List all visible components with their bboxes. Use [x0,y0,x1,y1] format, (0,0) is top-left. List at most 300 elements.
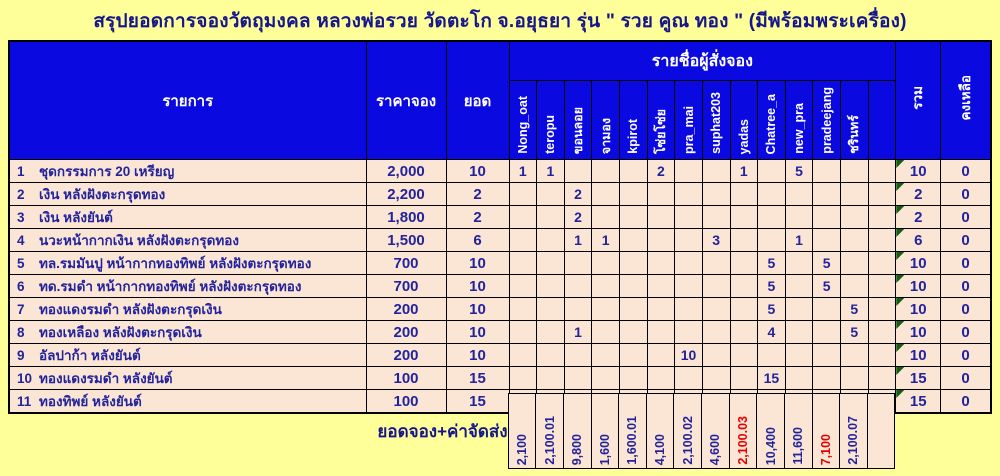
orderer-column-header [785,81,813,160]
total-value: 15 [909,369,927,387]
remaining-cell: 0 [941,229,991,252]
order-cell [785,344,813,367]
orderer-name: yadas [736,118,751,154]
header-price: ราคาจอง [366,41,446,160]
footer-total-cell [674,394,702,469]
order-cell [730,298,758,321]
total-value: 10 [909,254,927,272]
total-cell [896,229,941,252]
order-cell [564,298,592,321]
header-total [896,41,941,160]
item-cell [9,298,366,321]
order-cell [592,252,620,275]
order-cell [537,367,565,390]
table-row [9,229,991,252]
table-row [9,252,991,275]
price-cell: 100 [366,367,446,390]
order-cell [702,160,730,183]
footer-total-cell [784,394,812,469]
price-cell: 200 [366,344,446,367]
order-cell [675,252,703,275]
order-cell [675,183,703,206]
item-cell [9,275,366,298]
footer-total-cell [591,394,619,469]
order-cell: 5 [758,275,786,298]
cell-flag-triangle-icon [896,321,904,329]
order-cell [868,298,896,321]
footer-total-cell [840,394,868,469]
order-cell [868,206,896,229]
footer-total-cell [702,394,730,469]
order-cell [592,321,620,344]
cell-flag-triangle-icon [896,160,904,168]
orderer-name: teropu [543,115,558,154]
orderer-column-header [702,81,730,160]
order-cell [620,160,648,183]
order-cell [841,160,869,183]
order-cell: 15 [758,367,786,390]
header-item: รายการ [9,41,366,160]
cell-flag-triangle-icon [896,344,904,352]
order-cell [868,229,896,252]
footer-total-value: 10,400 [763,426,778,465]
qty-cell: 15 [446,390,509,414]
cell-flag-triangle-icon [896,275,904,283]
footer-label: ยอดจอง+ค่าจัดส่ง [377,421,508,441]
order-cell [868,344,896,367]
total-cell [896,344,941,367]
orderer-column-header [509,81,537,160]
orderer-name: Nong_oat [515,96,530,154]
table-row [9,183,991,206]
order-cell: 5 [758,298,786,321]
booking-summary-table [8,40,992,414]
order-cell [730,321,758,344]
item-name: นวะหน้ากากเงิน หลังฝังตะกรุดทอง [39,233,239,248]
order-cell [758,183,786,206]
order-cell [675,160,703,183]
item-cell [9,183,366,206]
order-cell: 5 [841,321,869,344]
order-cell [841,183,869,206]
order-cell [758,160,786,183]
cell-flag-triangle-icon [896,367,904,375]
orderer-column-header [592,81,620,160]
item-cell [9,344,366,367]
footer-total-value: 1,600.01 [625,416,640,465]
price-cell: 200 [366,298,446,321]
total-cell [896,298,941,321]
order-cell [592,275,620,298]
order-cell: 5 [841,298,869,321]
order-cell [620,367,648,390]
order-cell [537,275,565,298]
footer-total-cell [536,394,564,469]
orderer-column-header [675,81,703,160]
footer-row [8,394,990,469]
remaining-cell: 0 [941,252,991,275]
item-name: ทองแดงรมดำ หลังยันต์ [39,371,173,386]
remaining-cell: 0 [941,344,991,367]
qty-cell: 15 [446,367,509,390]
order-cell [509,275,537,298]
order-cell [675,206,703,229]
order-cell [841,252,869,275]
price-cell: 2,000 [366,160,446,183]
order-cell: 1 [509,160,537,183]
footer-total-cell [563,394,591,469]
row-number: 10 [17,371,33,386]
order-cell [868,183,896,206]
cell-flag-triangle-icon [896,206,904,214]
footer-total-value: 1,600 [597,433,612,465]
order-cell [620,321,648,344]
remaining-cell: 0 [941,298,991,321]
orderer-name: ชรินทร์ [847,115,862,154]
orderer-name: pradeejang [819,87,834,154]
row-number: 2 [17,187,25,202]
order-cell [730,367,758,390]
footer-total-value: 11,600 [791,427,806,465]
cell-flag-triangle-icon [896,229,904,237]
order-cell [509,183,537,206]
total-value: 6 [914,231,923,249]
order-cell: 5 [758,252,786,275]
order-cell [702,344,730,367]
row-number: 11 [17,394,32,409]
orderer-name: จามอง [598,117,613,154]
order-cell [758,344,786,367]
item-cell [9,206,366,229]
price-cell: 1,500 [366,229,446,252]
qty-cell: 6 [446,229,509,252]
order-cell [841,206,869,229]
footer-total-value: 2,100.07 [846,416,861,465]
order-cell: 1 [564,321,592,344]
order-cell [785,252,813,275]
order-cell [537,298,565,321]
row-number: 4 [17,233,25,248]
header-remaining [941,41,991,160]
order-cell: 2 [647,160,675,183]
order-cell [730,344,758,367]
order-cell [564,252,592,275]
order-cell: 1 [785,229,813,252]
order-cell [675,298,703,321]
order-cell [592,183,620,206]
remaining-cell: 0 [941,183,991,206]
order-cell [841,367,869,390]
item-name: ทองทิพย์ หลังยันต์ [39,394,142,409]
order-cell [702,321,730,344]
item-name: อัลปาก้า หลังยันต์ [39,348,141,363]
order-cell: 1 [564,229,592,252]
order-cell [620,275,648,298]
orderer-column-header-empty [868,81,896,160]
total-value: 10 [909,277,927,295]
table-row [9,367,991,390]
footer-empty-area [895,394,990,469]
header-row-top [9,41,991,81]
order-cell [730,229,758,252]
qty-cell: 10 [446,252,509,275]
order-cell [813,206,841,229]
table-row [9,206,991,229]
price-cell: 100 [366,390,446,414]
item-name: ชุดกรรมการ 20 เหรียญ [39,164,175,179]
item-name: ทองเหลือง หลังฝังตะกรุดเงิน [39,325,202,340]
order-cell [564,367,592,390]
order-cell [702,252,730,275]
orderer-name: โซ่ยโซ่ย [653,108,668,154]
footer-total-value: 7,100 [818,433,833,465]
order-cell [758,206,786,229]
order-cell [702,367,730,390]
price-cell: 700 [366,275,446,298]
qty-cell: 10 [446,321,509,344]
table-row [9,321,991,344]
qty-cell: 10 [446,275,509,298]
order-cell [564,344,592,367]
table-row [9,298,991,321]
order-cell [785,321,813,344]
order-cell [509,344,537,367]
order-cell [785,183,813,206]
order-cell [647,298,675,321]
total-cell [896,321,941,344]
order-cell [675,275,703,298]
footer-total-cell [757,394,785,469]
order-cell [785,275,813,298]
footer-total-value: 9,800 [570,433,585,465]
order-cell: 2 [564,183,592,206]
orderer-name: new_pra [792,103,807,154]
total-cell [896,252,941,275]
order-cell [509,206,537,229]
remaining-cell: 0 [941,390,991,414]
total-cell [896,275,941,298]
order-cell [592,344,620,367]
cell-flag-triangle-icon [896,298,904,306]
order-cell [647,367,675,390]
total-value: 2 [914,185,923,203]
order-cell [509,367,537,390]
order-cell [841,275,869,298]
footer-total-cell [867,394,895,469]
order-cell [647,344,675,367]
qty-cell: 10 [446,298,509,321]
total-cell [896,367,941,390]
order-cell [592,206,620,229]
orderer-column-header [841,81,869,160]
order-cell [813,321,841,344]
order-cell [675,321,703,344]
price-cell: 200 [366,321,446,344]
orderer-column-header [620,81,648,160]
item-cell [9,252,366,275]
remaining-cell: 0 [941,321,991,344]
order-cell [785,298,813,321]
item-name: ทล.รมมันปู หน้ากากทองทิพย์ หลังฝังตะกรุดทอง [39,256,312,271]
order-cell [647,275,675,298]
row-number: 8 [17,325,25,340]
order-cell [702,275,730,298]
order-cell [537,229,565,252]
order-cell [813,344,841,367]
row-number: 3 [17,210,25,225]
order-cell [868,275,896,298]
footer-totals-table [8,393,990,469]
cell-flag-triangle-icon [896,183,904,191]
orderer-column-header [647,81,675,160]
row-number: 7 [17,302,25,317]
order-cell [841,344,869,367]
total-cell [896,160,941,183]
footer-total-value: 2,100.03 [735,416,750,465]
item-cell [9,321,366,344]
item-name: เงิน หลังฝังตะกรุดทอง [39,187,166,202]
item-cell [9,160,366,183]
item-name: ทด.รมดำ หน้ากากทองทิพย์ หลังฝังตะกรุดทอง [39,279,302,294]
remaining-cell: 0 [941,367,991,390]
total-cell [896,183,941,206]
orderer-column-header [758,81,786,160]
item-cell [9,367,366,390]
footer-total-value: 2,100.01 [542,416,557,465]
orderer-name: pra_mai [681,106,696,154]
total-value: 10 [909,346,927,364]
orderer-name: suphat203 [709,92,724,154]
order-cell [785,367,813,390]
order-cell [509,252,537,275]
order-cell [813,298,841,321]
footer-total-value: 2,100.02 [680,416,695,465]
order-cell [868,321,896,344]
total-value: 2 [914,208,923,226]
qty-cell: 2 [446,183,509,206]
footer-total-cell [646,394,674,469]
row-number: 6 [17,279,25,294]
footer-total-value: 2,100 [514,433,529,465]
order-cell: 1 [730,160,758,183]
order-cell [730,275,758,298]
order-cell [813,367,841,390]
order-cell [620,183,648,206]
order-cell [509,229,537,252]
price-cell: 1,800 [366,206,446,229]
order-cell [813,229,841,252]
order-cell [592,367,620,390]
order-cell [702,298,730,321]
order-cell [730,252,758,275]
header-remaining-label: คงเหลือ [957,75,973,121]
page-title: สรุปยอดการจองวัตถุมงคล หลวงพ่อรวย วัดตะโก จ.อยุธยา รุ่น " รวย คูณ ทอง " (มีพร้อมพระเครื่อง) [93,11,907,32]
header-qty: ยอด [446,41,509,160]
footer-total-cell [619,394,647,469]
order-cell [537,321,565,344]
orderer-column-header [730,81,758,160]
footer-total-value: 4,600 [708,433,723,465]
total-value: 10 [909,323,927,341]
row-number: 5 [17,256,25,271]
total-cell [896,206,941,229]
order-cell [758,229,786,252]
table-row [9,160,991,183]
order-cell: 4 [758,321,786,344]
order-cell [509,298,537,321]
footer-total-value: 4,100 [653,433,668,465]
footer-total-cell [729,394,757,469]
orderer-name: ขอนลอย [571,106,586,154]
order-cell: 10 [675,344,703,367]
order-cell [785,206,813,229]
order-cell [620,229,648,252]
order-cell [620,344,648,367]
order-cell [868,367,896,390]
order-cell [841,229,869,252]
order-cell [868,160,896,183]
order-cell [537,206,565,229]
qty-cell: 10 [446,160,509,183]
table-row [9,275,991,298]
order-cell: 5 [813,275,841,298]
order-cell [620,252,648,275]
order-cell [730,183,758,206]
order-cell [647,252,675,275]
price-cell: 700 [366,252,446,275]
order-cell [620,298,648,321]
order-cell [813,160,841,183]
order-cell [647,206,675,229]
order-cell [537,252,565,275]
total-value: 15 [909,392,927,410]
order-cell [702,206,730,229]
order-cell [868,252,896,275]
qty-cell: 10 [446,344,509,367]
order-cell [647,321,675,344]
orderer-column-header [813,81,841,160]
remaining-cell: 0 [941,160,991,183]
order-cell [537,344,565,367]
footer-total-cell [508,394,536,469]
orderer-column-header [537,81,565,160]
item-name: เงิน หลังยันต์ [39,210,113,225]
item-name: ทองแดงรมดำ หลังฝังตะกรุดเงิน [39,302,222,317]
order-cell [564,160,592,183]
orderer-name: kpirot [626,119,641,154]
order-cell [620,206,648,229]
order-cell [537,183,565,206]
total-value: 10 [909,300,927,318]
order-cell [509,321,537,344]
row-number: 9 [17,348,25,363]
footer-total-cell [812,394,840,469]
orderer-name: Chatree_a [764,93,779,154]
orderer-column-header [564,81,592,160]
order-cell: 2 [564,206,592,229]
header-total-label: รวม [910,86,926,110]
row-number: 1 [17,164,25,179]
order-cell [675,367,703,390]
order-cell [702,183,730,206]
order-cell [564,275,592,298]
remaining-cell: 0 [941,206,991,229]
remaining-cell: 0 [941,275,991,298]
order-cell [592,298,620,321]
item-cell [9,229,366,252]
order-cell [647,229,675,252]
order-cell: 5 [813,252,841,275]
